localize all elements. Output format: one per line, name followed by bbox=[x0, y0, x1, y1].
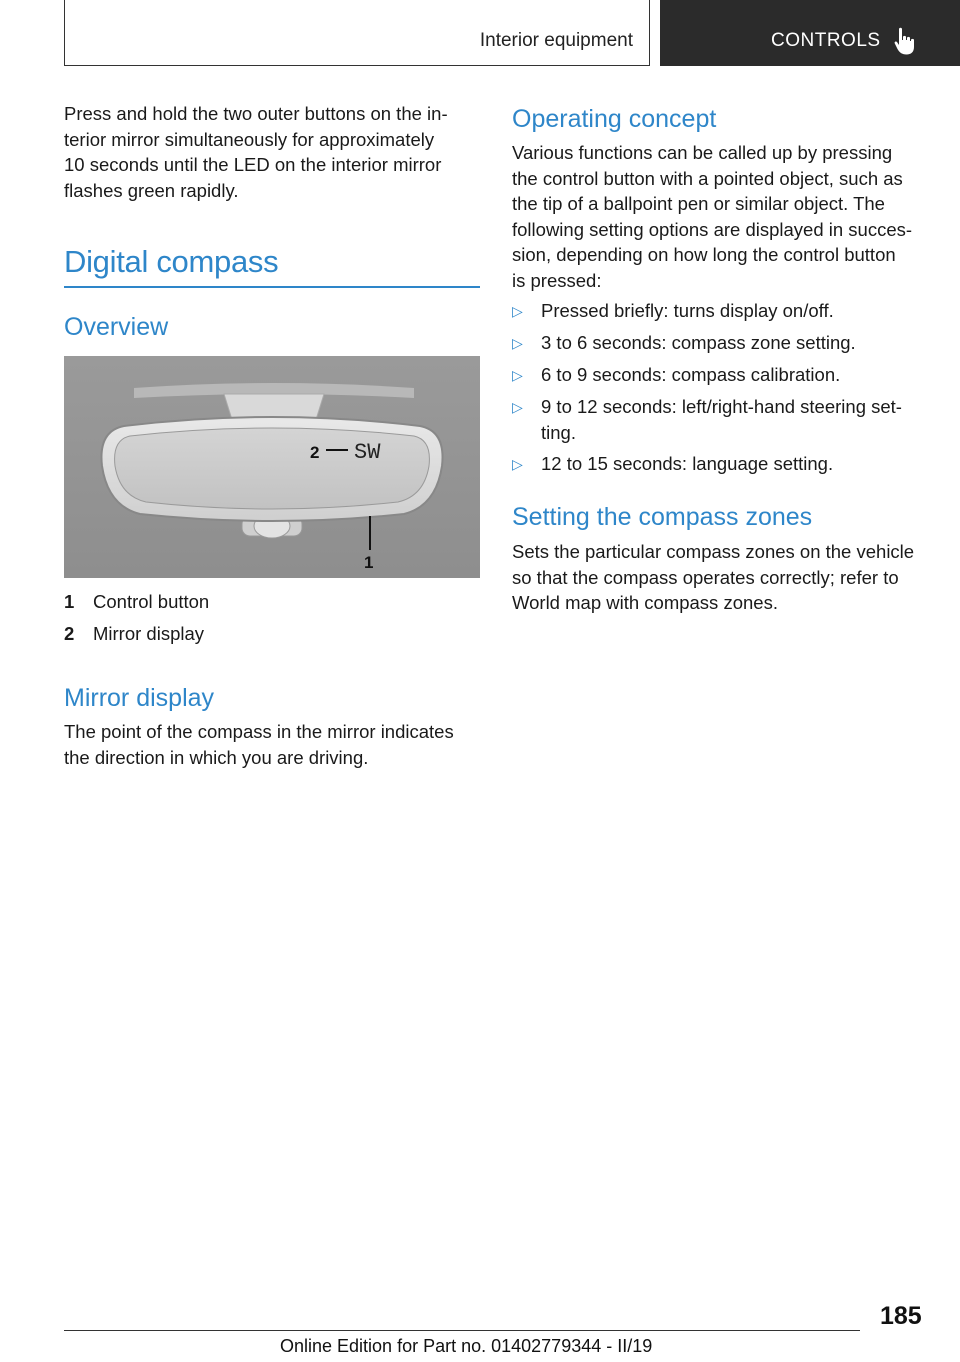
pointing-hand-icon bbox=[893, 26, 919, 56]
intro-paragraph bbox=[64, 101, 448, 203]
header-chapter-title: CONTROLS bbox=[771, 30, 881, 51]
legend-label: Control button bbox=[93, 591, 210, 612]
triangle-bullet-icon: ▷ bbox=[512, 456, 523, 472]
list-item-text: 3 to 6 seconds: compass zone setting. bbox=[541, 332, 856, 353]
mirror-display-paragraph bbox=[64, 719, 454, 770]
section-heading-digital-compass: Digital compass bbox=[64, 244, 279, 279]
callout-2: 2 bbox=[310, 443, 320, 462]
header-chapter-tab bbox=[660, 0, 960, 66]
text-line: terior mirror simultaneously for approximately bbox=[64, 128, 435, 150]
list-item-text: ting. bbox=[541, 421, 576, 443]
legend-item bbox=[64, 623, 204, 645]
triangle-bullet-icon: ▷ bbox=[512, 335, 523, 351]
subheading-mirror-display: Mirror display bbox=[64, 684, 215, 712]
triangle-bullet-icon: ▷ bbox=[512, 367, 523, 383]
text-line: the direction in which you are driving. bbox=[64, 746, 369, 768]
text-line: the control button with a pointed object, such as bbox=[512, 167, 903, 189]
text-line: sion, depending on how long the control button bbox=[512, 244, 896, 265]
text-line: The point of the compass in the mirror indicates bbox=[64, 721, 454, 742]
text-line: following setting options are displayed in succes- bbox=[512, 218, 913, 240]
subheading-compass-zones: Setting the compass zones bbox=[512, 503, 813, 531]
page-number: 185 bbox=[880, 1302, 922, 1330]
list-item-text: 9 to 12 seconds: left/right-hand steering set- bbox=[541, 396, 902, 417]
header-section-tab bbox=[64, 0, 650, 66]
subheading-operating-concept: Operating concept bbox=[512, 105, 717, 133]
text-line: Sets the particular compass zones on the vehicle bbox=[512, 541, 915, 562]
interior-mirror-illustration bbox=[64, 356, 480, 578]
mirror-compass-readout: SW bbox=[354, 440, 381, 465]
text-line: Press and hold the two outer buttons on the in- bbox=[64, 103, 448, 124]
triangle-bullet-icon: ▷ bbox=[512, 399, 523, 415]
compass-zones-paragraph bbox=[512, 539, 914, 616]
legend-number: 1 bbox=[64, 591, 75, 612]
heading-rule bbox=[64, 286, 480, 288]
text-line: flashes green rapidly. bbox=[64, 179, 239, 201]
footer-rule bbox=[64, 1330, 860, 1331]
legend-number: 2 bbox=[64, 623, 75, 644]
list-item-text: Pressed briefly: turns display on/off. bbox=[541, 300, 834, 321]
list-item-text: 6 to 9 seconds: compass calibration. bbox=[541, 364, 841, 385]
footer-edition: Online Edition for Part no. 01402779344 - II/19 bbox=[280, 1336, 653, 1356]
text-line: World map with compass zones. bbox=[512, 592, 778, 613]
operating-paragraph bbox=[512, 140, 912, 293]
list-item-text: 12 to 15 seconds: language setting. bbox=[541, 453, 834, 474]
header-section-title: Interior equipment bbox=[479, 30, 633, 51]
legend-item bbox=[64, 591, 209, 613]
triangle-bullet-icon: ▷ bbox=[512, 303, 523, 319]
subheading-overview: Overview bbox=[64, 313, 169, 341]
text-line: 10 seconds until the LED on the interior mirror bbox=[64, 154, 442, 175]
callout-1: 1 bbox=[364, 553, 374, 572]
legend-label: Mirror display bbox=[93, 623, 205, 644]
text-line: the tip of a ballpoint pen or similar object. The bbox=[512, 193, 885, 214]
text-line: Various functions can be called up by pressing bbox=[512, 142, 893, 163]
text-line: so that the compass operates correctly; refer to bbox=[512, 566, 899, 588]
text-line: is pressed: bbox=[512, 269, 602, 291]
